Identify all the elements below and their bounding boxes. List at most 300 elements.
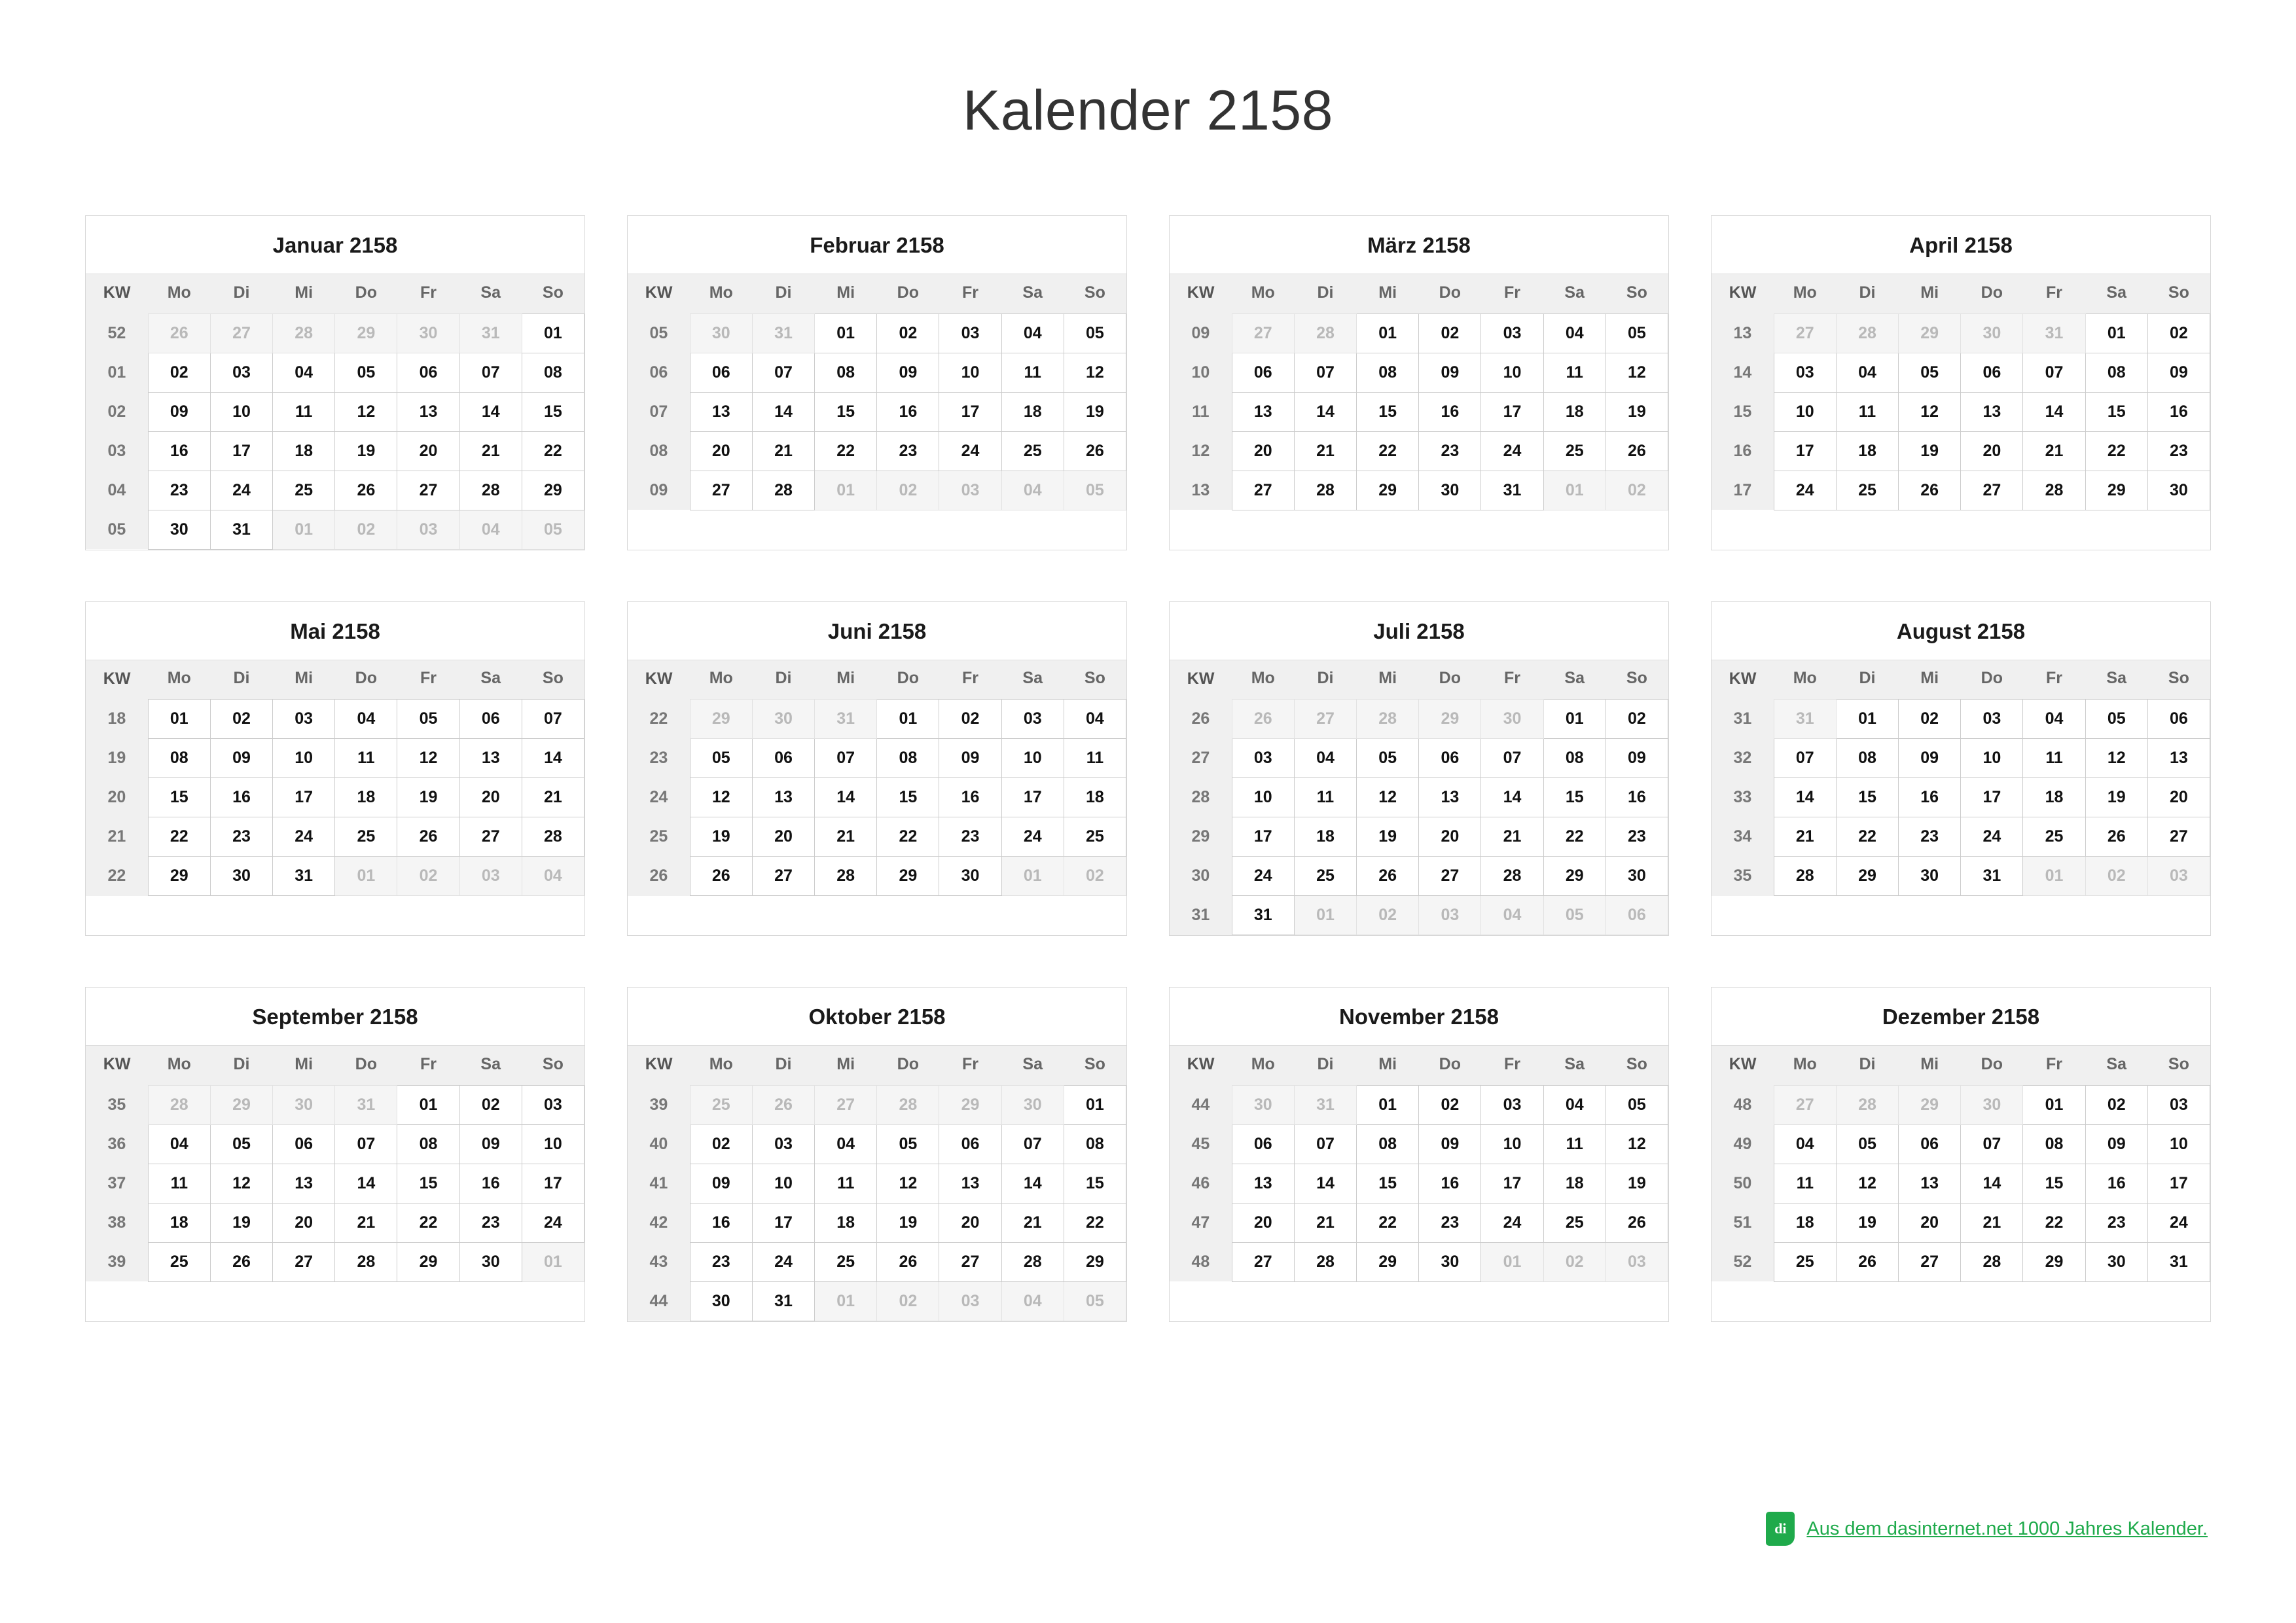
day-cell: 28 [522, 817, 584, 857]
day-cell: 21 [1481, 817, 1543, 857]
day-cell-adjacent-month: 02 [2085, 857, 2147, 896]
day-cell: 21 [1774, 817, 1836, 857]
weekday-header: Mo [690, 1046, 752, 1085]
week-row [1712, 857, 2210, 896]
day-cell: 18 [1294, 817, 1356, 857]
week-number-header: KW [86, 274, 148, 313]
week-row [86, 700, 584, 739]
week-row [628, 778, 1126, 817]
day-cell-adjacent-month: 29 [1899, 313, 1961, 353]
day-cell: 06 [939, 1124, 1001, 1164]
day-cell: 30 [148, 510, 210, 549]
month-table [1712, 1046, 2210, 1282]
week-row [1170, 471, 1668, 510]
day-cell: 07 [522, 700, 584, 739]
week-number-cell: 39 [86, 1242, 148, 1281]
day-cell: 29 [1543, 857, 1605, 896]
day-cell: 22 [397, 1203, 459, 1242]
week-row [1170, 739, 1668, 778]
week-number-cell: 40 [628, 1124, 690, 1164]
day-cell: 04 [1543, 313, 1605, 353]
day-cell: 09 [459, 1124, 522, 1164]
day-cell: 16 [210, 778, 272, 817]
day-cell: 06 [459, 700, 522, 739]
day-cell-adjacent-month: 03 [939, 471, 1001, 510]
day-cell-adjacent-month: 27 [815, 1085, 877, 1124]
day-cell: 01 [1543, 700, 1605, 739]
week-number-cell: 31 [1712, 700, 1774, 739]
month-table [86, 274, 584, 550]
day-cell-adjacent-month: 27 [1774, 1085, 1836, 1124]
day-cell-adjacent-month: 02 [877, 1281, 939, 1321]
day-cell: 06 [1232, 1124, 1294, 1164]
weekday-header: Di [1294, 660, 1356, 700]
day-cell: 11 [1774, 1164, 1836, 1203]
day-cell: 22 [2085, 431, 2147, 471]
day-cell: 15 [1836, 778, 1898, 817]
day-cell: 02 [1419, 313, 1481, 353]
day-cell-adjacent-month: 02 [1064, 857, 1126, 896]
day-cell: 18 [1543, 392, 1605, 431]
day-cell: 06 [273, 1124, 335, 1164]
day-cell: 05 [1357, 739, 1419, 778]
weekday-header: Sa [1001, 274, 1064, 313]
day-cell: 25 [1001, 431, 1064, 471]
month-card [1711, 601, 2211, 936]
day-cell: 31 [1961, 857, 2023, 896]
day-cell: 16 [1419, 392, 1481, 431]
weekday-header: So [522, 274, 584, 313]
week-number-header: KW [1712, 1046, 1774, 1085]
day-cell: 14 [459, 392, 522, 431]
day-cell: 02 [877, 313, 939, 353]
week-number-cell: 23 [628, 739, 690, 778]
day-cell-adjacent-month: 30 [1961, 1085, 2023, 1124]
day-cell-adjacent-month: 01 [273, 510, 335, 549]
week-row [86, 857, 584, 896]
day-cell: 28 [459, 471, 522, 510]
day-cell-adjacent-month: 26 [752, 1085, 814, 1124]
day-cell: 23 [2085, 1203, 2147, 1242]
weekday-header: Mo [1232, 660, 1294, 700]
day-cell: 06 [690, 353, 752, 392]
day-cell: 28 [1001, 1242, 1064, 1281]
day-cell: 08 [2085, 353, 2147, 392]
day-cell: 23 [459, 1203, 522, 1242]
day-cell-adjacent-month: 30 [1232, 1085, 1294, 1124]
day-cell: 11 [148, 1164, 210, 1203]
day-cell: 01 [522, 313, 584, 353]
day-cell-adjacent-month: 01 [815, 471, 877, 510]
week-row [86, 313, 584, 353]
week-row [1170, 1085, 1668, 1124]
day-cell: 30 [1605, 857, 1668, 896]
day-cell: 12 [690, 778, 752, 817]
day-cell-adjacent-month: 27 [1774, 313, 1836, 353]
day-cell: 04 [1774, 1124, 1836, 1164]
week-number-cell: 21 [86, 817, 148, 857]
day-cell: 13 [397, 392, 459, 431]
day-cell: 05 [1605, 1085, 1668, 1124]
day-cell: 02 [459, 1085, 522, 1124]
day-cell: 27 [397, 471, 459, 510]
day-cell: 21 [1961, 1203, 2023, 1242]
month-card [85, 601, 585, 936]
weekday-header: Mi [1357, 660, 1419, 700]
day-cell: 14 [752, 392, 814, 431]
week-number-cell: 47 [1170, 1203, 1232, 1242]
week-number-cell: 11 [1170, 392, 1232, 431]
day-cell-adjacent-month: 05 [1064, 471, 1126, 510]
day-cell: 11 [815, 1164, 877, 1203]
weekday-header: Do [335, 660, 397, 700]
week-row [1712, 817, 2210, 857]
month-title: Juli 2158 [1170, 602, 1668, 660]
day-cell: 14 [2023, 392, 2085, 431]
day-cell-adjacent-month: 27 [1232, 313, 1294, 353]
weekday-header: So [1605, 660, 1668, 700]
month-title: September 2158 [86, 988, 584, 1046]
week-row [1170, 778, 1668, 817]
day-cell: 19 [1605, 392, 1668, 431]
day-cell: 12 [1605, 1124, 1668, 1164]
day-cell: 30 [939, 857, 1001, 896]
day-cell: 15 [877, 778, 939, 817]
day-cell: 09 [939, 739, 1001, 778]
day-cell-adjacent-month: 29 [1899, 1085, 1961, 1124]
day-cell-adjacent-month: 30 [397, 313, 459, 353]
day-cell: 20 [1961, 431, 2023, 471]
day-cell: 10 [1232, 778, 1294, 817]
day-cell-adjacent-month: 04 [1001, 1281, 1064, 1321]
day-cell: 11 [273, 392, 335, 431]
day-cell: 06 [1961, 353, 2023, 392]
weekday-header: Do [1961, 660, 2023, 700]
day-cell: 16 [690, 1203, 752, 1242]
weekday-header: Sa [2085, 660, 2147, 700]
day-cell: 15 [1543, 778, 1605, 817]
day-cell: 11 [1064, 739, 1126, 778]
weekday-header: Di [1836, 660, 1898, 700]
day-cell: 16 [2147, 392, 2210, 431]
day-cell: 09 [210, 739, 272, 778]
week-number-cell: 17 [1712, 471, 1774, 510]
day-cell-adjacent-month: 29 [1419, 700, 1481, 739]
weekday-header: So [1605, 274, 1668, 313]
day-cell: 25 [2023, 817, 2085, 857]
day-cell: 22 [1357, 431, 1419, 471]
day-cell: 09 [1899, 739, 1961, 778]
day-cell: 01 [1836, 700, 1898, 739]
day-cell: 12 [1064, 353, 1126, 392]
day-cell: 23 [148, 471, 210, 510]
weekday-header-row [86, 660, 584, 700]
weekday-header: Fr [397, 1046, 459, 1085]
week-number-cell: 28 [1170, 778, 1232, 817]
weekday-header: Sa [1001, 1046, 1064, 1085]
day-cell: 14 [522, 739, 584, 778]
weekday-header: Fr [939, 274, 1001, 313]
day-cell: 17 [752, 1203, 814, 1242]
day-cell: 21 [459, 431, 522, 471]
week-number-cell: 10 [1170, 353, 1232, 392]
day-cell-adjacent-month: 30 [1001, 1085, 1064, 1124]
day-cell: 17 [1481, 392, 1543, 431]
month-title: November 2158 [1170, 988, 1668, 1046]
day-cell: 16 [1899, 778, 1961, 817]
day-cell: 13 [1899, 1164, 1961, 1203]
footer-source-link[interactable]: Aus dem dasinternet.net 1000 Jahres Kalender. [1806, 1518, 2208, 1539]
day-cell: 13 [1419, 778, 1481, 817]
day-cell: 02 [690, 1124, 752, 1164]
day-cell: 13 [1232, 392, 1294, 431]
week-row [628, 1124, 1126, 1164]
day-cell-adjacent-month: 04 [1481, 896, 1543, 935]
week-row [1170, 313, 1668, 353]
day-cell: 26 [877, 1242, 939, 1281]
week-row [1712, 739, 2210, 778]
day-cell: 21 [815, 817, 877, 857]
day-cell: 30 [2085, 1242, 2147, 1281]
day-cell: 19 [877, 1203, 939, 1242]
week-number-cell: 20 [86, 778, 148, 817]
month-card [627, 215, 1127, 550]
day-cell: 14 [1001, 1164, 1064, 1203]
week-row [86, 817, 584, 857]
month-title: Juni 2158 [628, 602, 1126, 660]
day-cell: 18 [1774, 1203, 1836, 1242]
weekday-header: Sa [459, 274, 522, 313]
weekday-header: Sa [2085, 1046, 2147, 1085]
day-cell: 03 [2147, 1085, 2210, 1124]
day-cell: 06 [1232, 353, 1294, 392]
page-title: Kalender 2158 [963, 79, 1333, 142]
month-table [628, 660, 1126, 897]
day-cell: 05 [690, 739, 752, 778]
footer [1766, 1512, 2208, 1546]
day-cell: 30 [1419, 1242, 1481, 1281]
day-cell-adjacent-month: 27 [1294, 700, 1356, 739]
day-cell: 03 [210, 353, 272, 392]
week-row [1170, 817, 1668, 857]
day-cell: 24 [1774, 471, 1836, 510]
day-cell: 07 [459, 353, 522, 392]
day-cell: 29 [1357, 471, 1419, 510]
day-cell: 11 [335, 739, 397, 778]
day-cell-adjacent-month: 28 [1836, 1085, 1898, 1124]
weekday-header: Fr [1481, 274, 1543, 313]
day-cell-adjacent-month: 30 [273, 1085, 335, 1124]
day-cell: 26 [335, 471, 397, 510]
day-cell: 11 [1294, 778, 1356, 817]
week-row [86, 1124, 584, 1164]
week-number-cell: 50 [1712, 1164, 1774, 1203]
day-cell: 27 [1961, 471, 2023, 510]
day-cell: 24 [210, 471, 272, 510]
day-cell: 01 [397, 1085, 459, 1124]
week-row [628, 1242, 1126, 1281]
week-row [1170, 431, 1668, 471]
day-cell: 24 [939, 431, 1001, 471]
day-cell: 02 [1605, 700, 1668, 739]
weekday-header-row [86, 1046, 584, 1085]
day-cell-adjacent-month: 31 [335, 1085, 397, 1124]
day-cell: 11 [1836, 392, 1898, 431]
month-title: Oktober 2158 [628, 988, 1126, 1046]
weekday-header: Fr [1481, 1046, 1543, 1085]
week-number-cell: 05 [86, 510, 148, 549]
day-cell-adjacent-month: 01 [1543, 471, 1605, 510]
day-cell: 07 [335, 1124, 397, 1164]
day-cell-adjacent-month: 03 [459, 857, 522, 896]
day-cell: 22 [877, 817, 939, 857]
day-cell: 30 [210, 857, 272, 896]
day-cell: 09 [877, 353, 939, 392]
day-cell: 19 [1605, 1164, 1668, 1203]
day-cell: 19 [397, 778, 459, 817]
day-cell: 25 [273, 471, 335, 510]
day-cell: 10 [1481, 353, 1543, 392]
week-number-cell: 01 [86, 353, 148, 392]
weekday-header: Sa [2085, 274, 2147, 313]
day-cell: 27 [1899, 1242, 1961, 1281]
day-cell: 09 [2147, 353, 2210, 392]
day-cell: 14 [815, 778, 877, 817]
day-cell: 20 [690, 431, 752, 471]
day-cell: 25 [1294, 857, 1356, 896]
week-number-cell: 38 [86, 1203, 148, 1242]
week-row [628, 1085, 1126, 1124]
weekday-header: Mo [1774, 1046, 1836, 1085]
day-cell: 28 [1294, 471, 1356, 510]
day-cell: 16 [1605, 778, 1668, 817]
day-cell: 18 [273, 431, 335, 471]
day-cell: 01 [1357, 1085, 1419, 1124]
day-cell: 17 [1481, 1164, 1543, 1203]
day-cell: 25 [1774, 1242, 1836, 1281]
week-number-cell: 07 [628, 392, 690, 431]
day-cell: 22 [1543, 817, 1605, 857]
month-title: April 2158 [1712, 216, 2210, 274]
week-number-cell: 31 [1170, 896, 1232, 935]
day-cell: 23 [210, 817, 272, 857]
day-cell: 24 [2147, 1203, 2210, 1242]
weekday-header: Di [752, 660, 814, 700]
day-cell: 12 [210, 1164, 272, 1203]
weekday-header: Mo [690, 660, 752, 700]
day-cell: 23 [2147, 431, 2210, 471]
day-cell: 17 [2147, 1164, 2210, 1203]
day-cell: 21 [1294, 1203, 1356, 1242]
week-number-cell: 13 [1712, 313, 1774, 353]
day-cell: 05 [210, 1124, 272, 1164]
day-cell: 08 [148, 739, 210, 778]
day-cell-adjacent-month: 29 [939, 1085, 1001, 1124]
day-cell: 07 [1001, 1124, 1064, 1164]
day-cell: 19 [2085, 778, 2147, 817]
day-cell: 28 [1961, 1242, 2023, 1281]
week-number-cell: 16 [1712, 431, 1774, 471]
day-cell: 03 [939, 313, 1001, 353]
week-number-cell: 43 [628, 1242, 690, 1281]
day-cell: 10 [522, 1124, 584, 1164]
day-cell: 29 [1836, 857, 1898, 896]
day-cell: 19 [1836, 1203, 1898, 1242]
day-cell: 27 [1419, 857, 1481, 896]
day-cell: 02 [939, 700, 1001, 739]
day-cell: 23 [690, 1242, 752, 1281]
day-cell: 27 [690, 471, 752, 510]
day-cell: 25 [1836, 471, 1898, 510]
day-cell: 08 [1064, 1124, 1126, 1164]
day-cell: 27 [1232, 1242, 1294, 1281]
day-cell: 24 [273, 817, 335, 857]
month-title: Mai 2158 [86, 602, 584, 660]
day-cell: 15 [148, 778, 210, 817]
day-cell: 10 [1001, 739, 1064, 778]
day-cell: 20 [397, 431, 459, 471]
day-cell: 25 [335, 817, 397, 857]
day-cell: 31 [1481, 471, 1543, 510]
week-number-cell: 09 [1170, 313, 1232, 353]
day-cell: 04 [1294, 739, 1356, 778]
month-card [627, 601, 1127, 936]
day-cell: 17 [1961, 778, 2023, 817]
weekday-header: Do [877, 1046, 939, 1085]
day-cell: 25 [815, 1242, 877, 1281]
day-cell: 09 [1605, 739, 1668, 778]
day-cell: 13 [939, 1164, 1001, 1203]
week-number-cell: 41 [628, 1164, 690, 1203]
weekday-header: Mi [1899, 1046, 1961, 1085]
weekday-header: Mi [1899, 660, 1961, 700]
weekday-header: So [522, 1046, 584, 1085]
day-cell-adjacent-month: 02 [1543, 1242, 1605, 1281]
weekday-header: Di [210, 274, 272, 313]
day-cell: 18 [1543, 1164, 1605, 1203]
day-cell: 23 [1419, 431, 1481, 471]
day-cell: 09 [1419, 1124, 1481, 1164]
day-cell: 08 [1836, 739, 1898, 778]
day-cell-adjacent-month: 01 [2023, 857, 2085, 896]
day-cell: 04 [2023, 700, 2085, 739]
day-cell-adjacent-month: 02 [1605, 471, 1668, 510]
day-cell-adjacent-month: 01 [1481, 1242, 1543, 1281]
day-cell: 29 [877, 857, 939, 896]
day-cell: 01 [1357, 313, 1419, 353]
day-cell-adjacent-month: 29 [335, 313, 397, 353]
day-cell-adjacent-month: 03 [397, 510, 459, 549]
day-cell: 18 [1064, 778, 1126, 817]
day-cell: 19 [1899, 431, 1961, 471]
week-number-cell: 08 [628, 431, 690, 471]
day-cell: 14 [1294, 392, 1356, 431]
day-cell: 17 [210, 431, 272, 471]
day-cell: 14 [1294, 1164, 1356, 1203]
day-cell: 11 [1543, 1124, 1605, 1164]
day-cell: 10 [939, 353, 1001, 392]
week-number-cell: 49 [1712, 1124, 1774, 1164]
weekday-header-row [1170, 1046, 1668, 1085]
day-cell: 27 [752, 857, 814, 896]
day-cell: 29 [2023, 1242, 2085, 1281]
day-cell: 26 [1605, 431, 1668, 471]
day-cell-adjacent-month: 01 [815, 1281, 877, 1321]
day-cell: 13 [752, 778, 814, 817]
day-cell: 24 [1481, 431, 1543, 471]
month-card [627, 987, 1127, 1322]
day-cell-adjacent-month: 03 [2147, 857, 2210, 896]
